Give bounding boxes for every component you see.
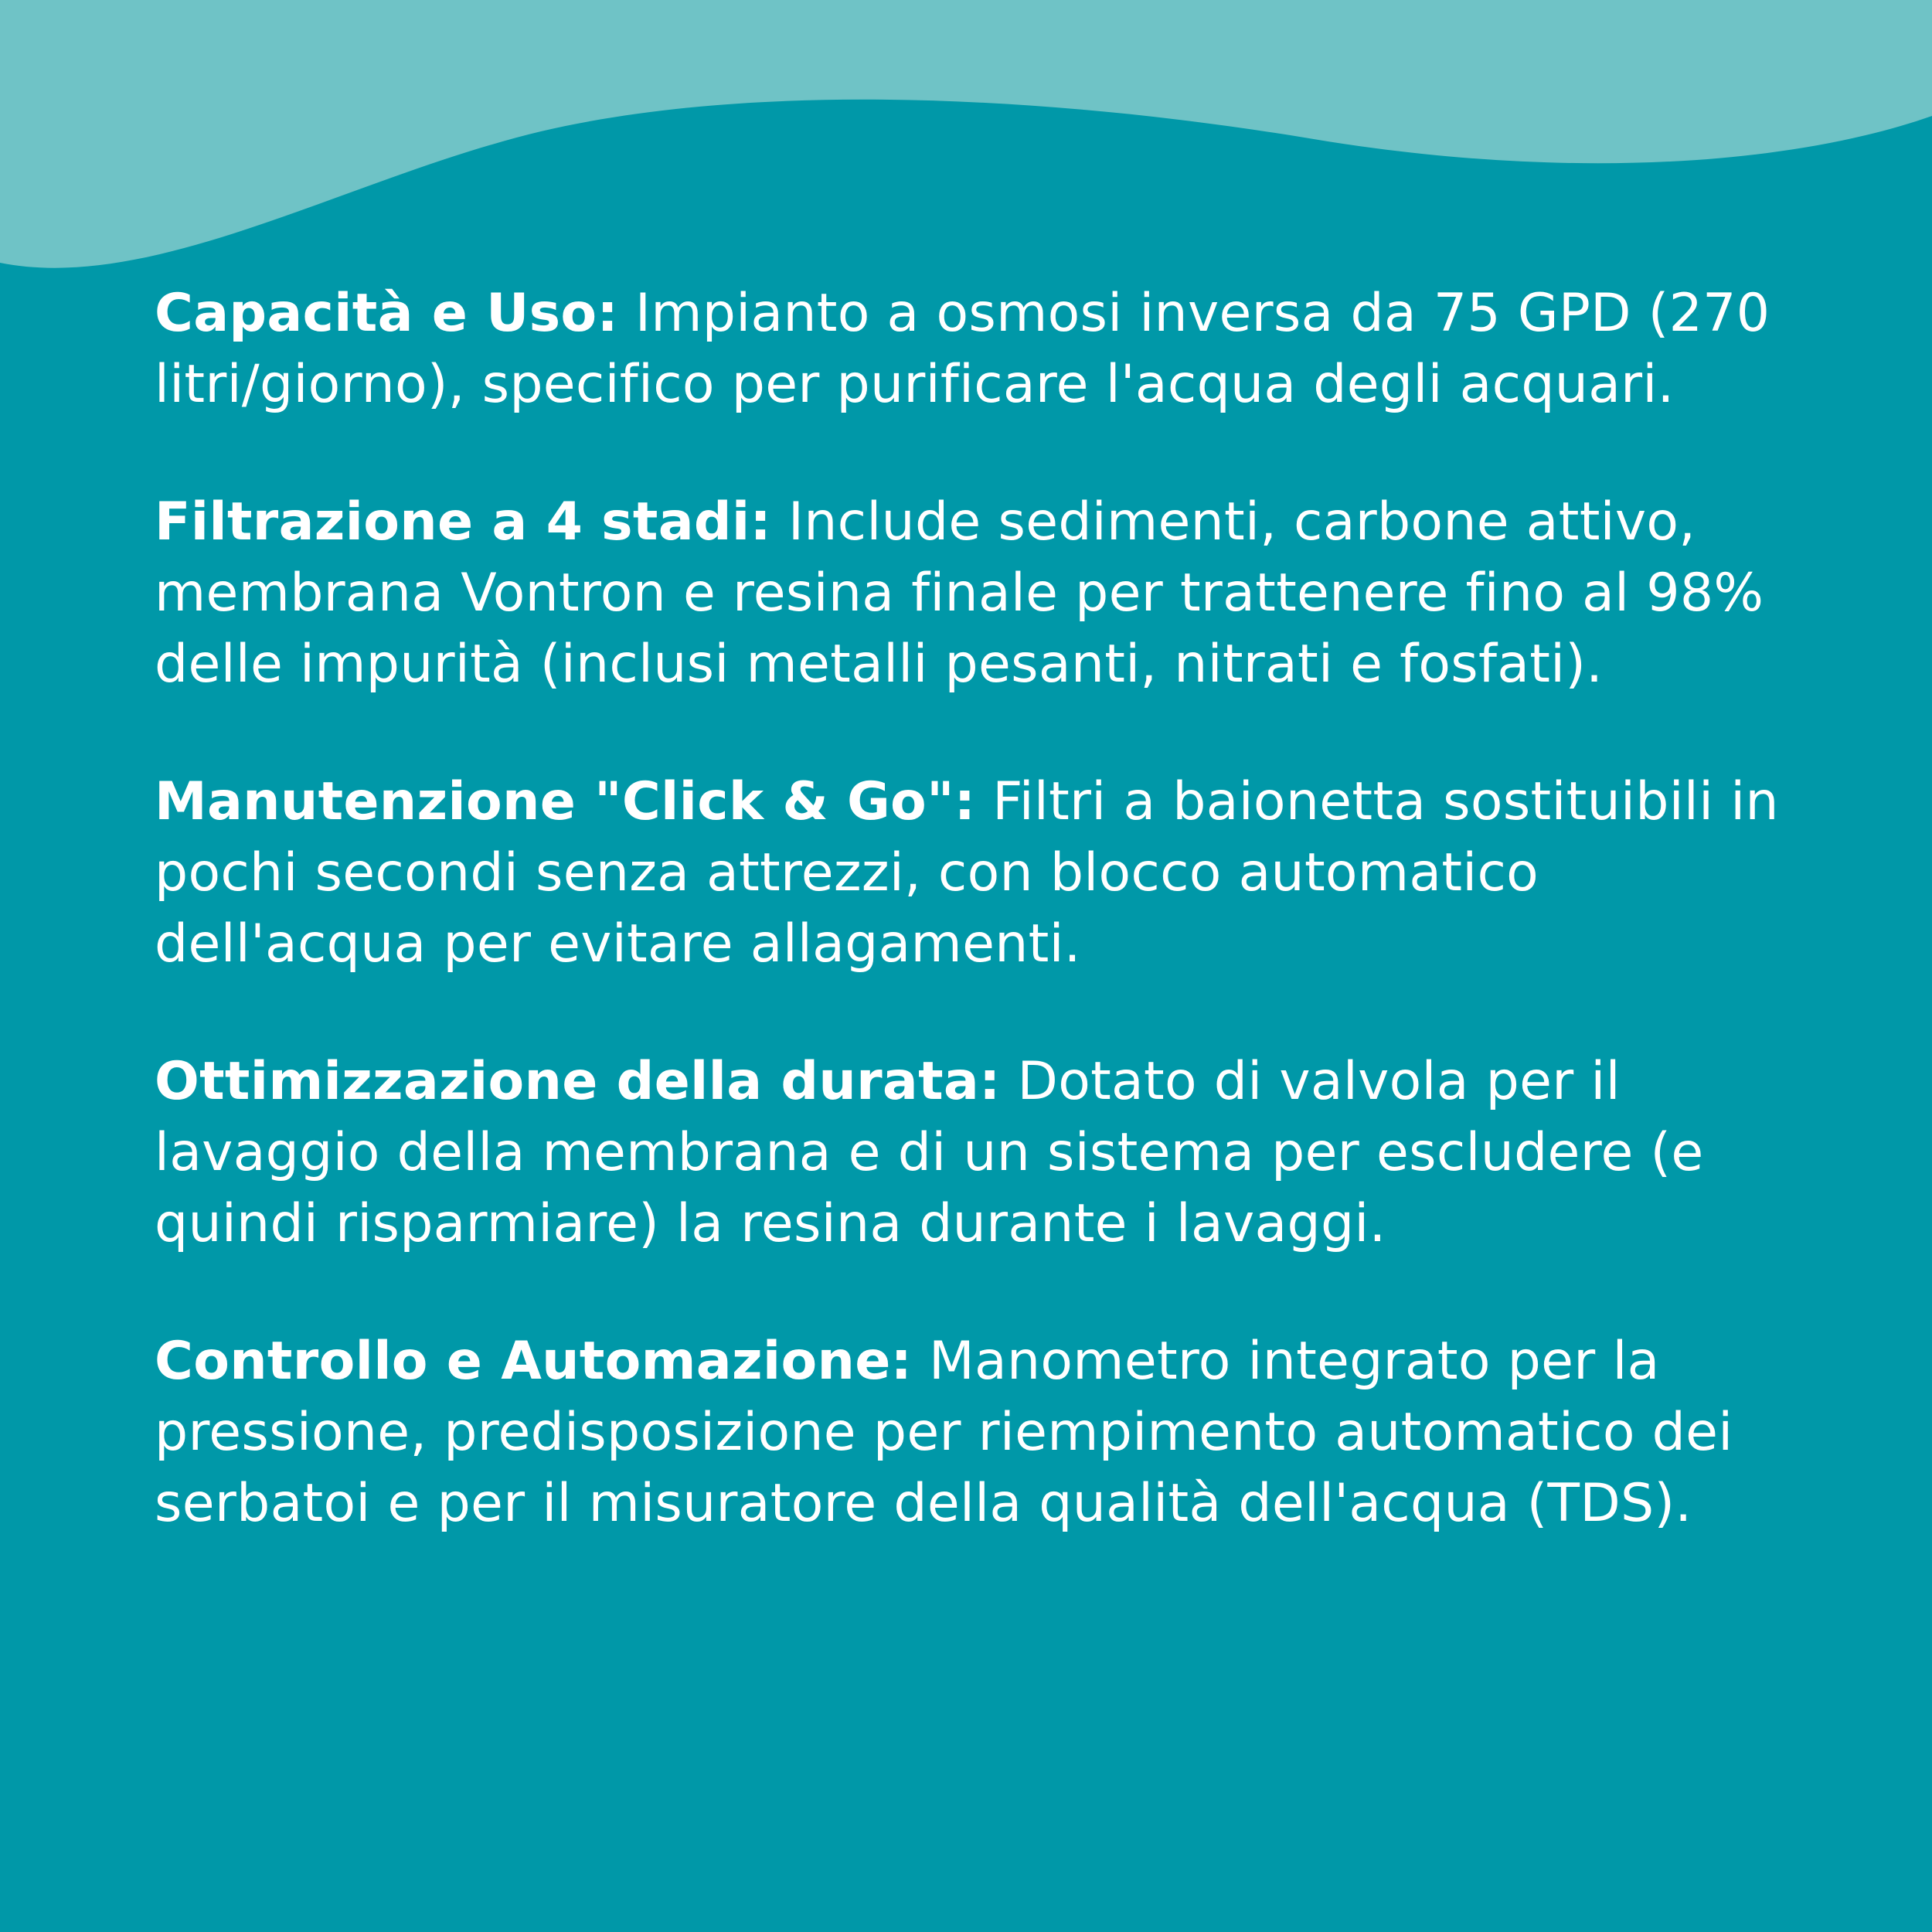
- feature-maintenance: [155, 767, 1824, 980]
- feature-label: Controllo e Automazione:: [155, 1331, 913, 1392]
- feature-list: [155, 278, 1824, 1606]
- feature-label: Ottimizzazione della durata:: [155, 1051, 1001, 1112]
- feature-capacity: [155, 278, 1824, 420]
- feature-text: Dotato di valvola per il lavaggio della membrana e di un sistema per escludere (e quindi risparmiare) la resina durante i lavaggi.: [155, 1051, 1704, 1254]
- wave-shape: [0, 0, 1932, 268]
- feature-text: Include sedimenti, carbone attivo, membrana Vontron e resina finale per trattenere fino al 98% delle impurità (inclusi metalli pesanti, nitrati e fosfati).: [155, 492, 1764, 695]
- wave-decoration: [0, 0, 1932, 278]
- feature-text: Filtri a baionetta sostituibili in pochi secondi senza attrezzi, con blocco automatico dell'acqua per evitare allagamenti.: [155, 771, 1779, 975]
- feature-text: Manometro integrato per la pressione, predisposizione per riempimento automatico dei serbatoi e per il misuratore della qualità dell'acqua (TDS).: [155, 1331, 1733, 1534]
- feature-label: Manutenzione "Click & Go":: [155, 771, 976, 832]
- feature-label: Filtrazione a 4 stadi:: [155, 492, 771, 553]
- feature-label: Capacità e Uso:: [155, 283, 618, 344]
- feature-durability: [155, 1046, 1824, 1260]
- feature-automation: [155, 1326, 1824, 1539]
- feature-filtration: [155, 487, 1824, 700]
- feature-text: Impianto a osmosi inversa da 75 GPD (270 litri/giorno), specifico per purificare l'acqua degli acquari.: [155, 283, 1770, 415]
